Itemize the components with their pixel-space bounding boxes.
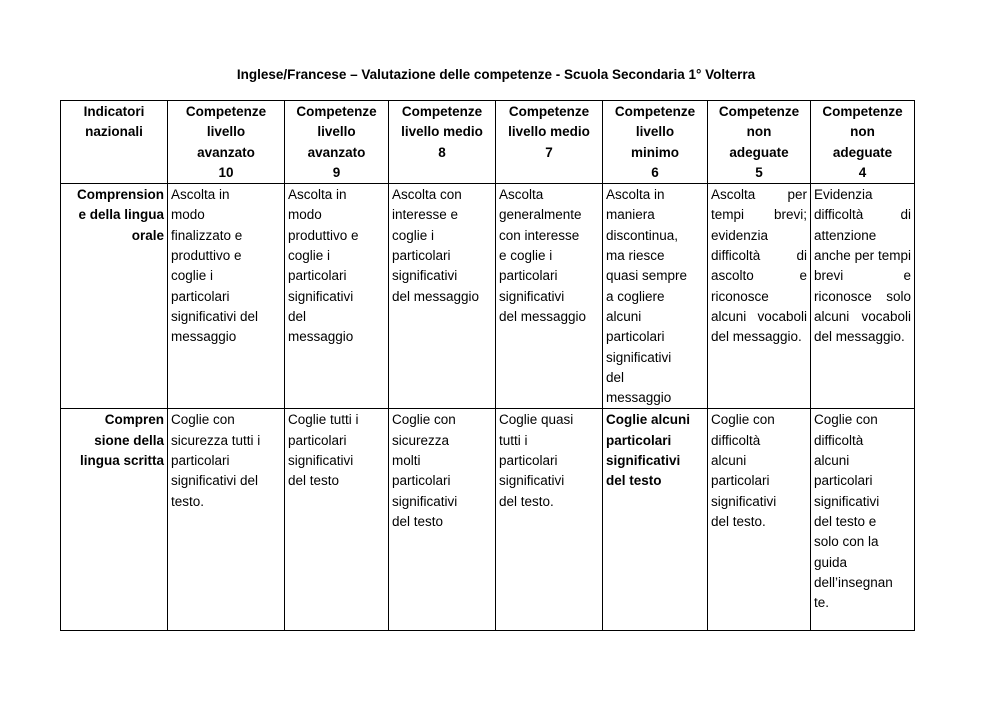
cell-orale-4: Evidenzia difficoltà di attenzione anche per tempi brevi e riconosce solo alcuni vocaboli del messaggio. bbox=[811, 184, 915, 409]
header-level-7: Competenze livello medio 7 bbox=[496, 101, 603, 184]
row-comprensione-scritta bbox=[61, 409, 915, 631]
cell-orale-10: Ascolta in modo finalizzato e produttivo e coglie i particolari significativi del messaggio bbox=[168, 184, 285, 409]
cell-scritta-8: Coglie con sicurezza molti particolari significativi del testo bbox=[389, 409, 496, 631]
cell-orale-6: Ascolta in maniera discontinua, ma riesce quasi sempre a cogliere alcuni particolari significativi del messaggio bbox=[603, 184, 708, 409]
page-title: Inglese/Francese – Valutazione delle competenze - Scuola Secondaria 1° Volterra bbox=[236, 67, 756, 82]
cell-scritta-5: Coglie con difficoltà alcuni particolari significativi del testo. bbox=[708, 409, 811, 631]
cell-scritta-4: Coglie con difficoltà alcuni particolari significativi del testo e solo con la guida dell’insegnan te. bbox=[811, 409, 915, 631]
header-level-5: Competenze non adeguate 5 bbox=[708, 101, 811, 184]
cell-orale-9: Ascolta in modo produttivo e coglie i particolari significativi del messaggio bbox=[285, 184, 389, 409]
header-level-9: Competenze livello avanzato 9 bbox=[285, 101, 389, 184]
cell-scritta-6: Coglie alcuni particolari significativi del testo bbox=[603, 409, 708, 631]
cell-orale-5: Ascolta per tempi brevi; evidenzia difficoltà di ascolto e riconosce alcuni vocaboli del messaggio. bbox=[708, 184, 811, 409]
cell-scritta-10: Coglie con sicurezza tutti i particolari significativi del testo. bbox=[168, 409, 285, 631]
header-indicatori: Indicatori nazionali bbox=[61, 101, 168, 184]
cell-orale-7: Ascolta generalmente con interesse e coglie i particolari significativi del messaggio bbox=[496, 184, 603, 409]
header-level-6: Competenze livello minimo 6 bbox=[603, 101, 708, 184]
competence-table bbox=[60, 100, 915, 631]
header-level-8: Competenze livello medio 8 bbox=[389, 101, 496, 184]
row-comprensione-orale bbox=[61, 184, 915, 409]
header-level-4: Competenze non adeguate 4 bbox=[811, 101, 915, 184]
cell-scritta-9: Coglie tutti i particolari significativi del testo bbox=[285, 409, 389, 631]
row-indicator-orale: Comprension e della lingua orale bbox=[61, 184, 168, 409]
header-level-10: Competenze livello avanzato 10 bbox=[168, 101, 285, 184]
header-row bbox=[61, 101, 915, 184]
cell-orale-8: Ascolta con interesse e coglie i particolari significativi del messaggio bbox=[389, 184, 496, 409]
cell-scritta-7: Coglie quasi tutti i particolari significativi del testo. bbox=[496, 409, 603, 631]
row-indicator-scritta: Compren sione della lingua scritta bbox=[61, 409, 168, 631]
